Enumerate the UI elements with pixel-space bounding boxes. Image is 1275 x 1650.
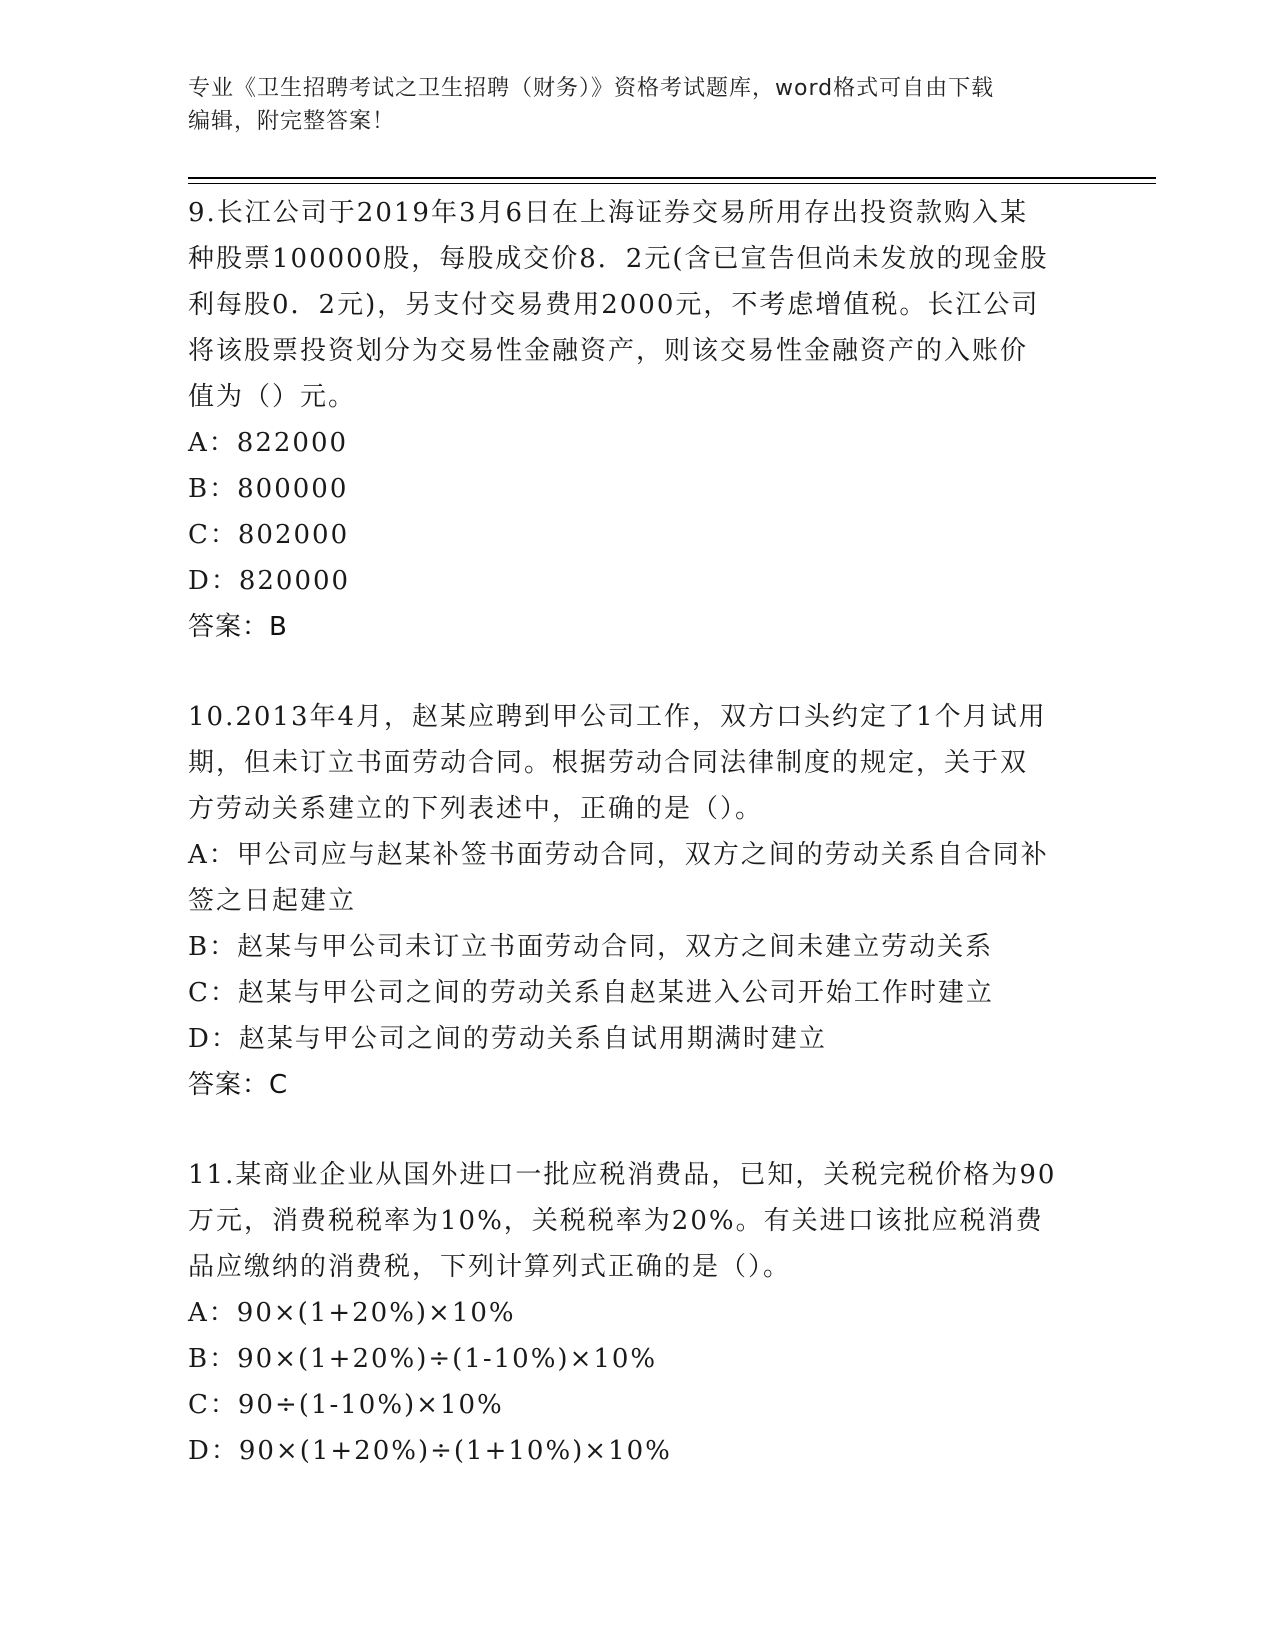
option-b: B：800000 xyxy=(188,474,349,504)
option-a: A：90×(1+20%)×10% xyxy=(188,1298,516,1328)
header-rule-thick xyxy=(188,177,1156,179)
option-a: A：822000 xyxy=(188,428,349,458)
answer-line: 答案：C xyxy=(188,1070,289,1100)
question-list xyxy=(188,190,1088,1518)
header-rule-thin xyxy=(188,183,1156,184)
document-header xyxy=(188,72,1088,138)
question-stem: 11.某商业企业从国外进口一批应税消费品，已知，关税完税价格为90 万元，消费税税率为10%，关税税率为20%。有关进口该批应税消费 品应缴纳的消费税，下列计算列式正确的是（）。 xyxy=(188,1160,1057,1282)
option-d: D：820000 xyxy=(188,566,351,596)
question-11 xyxy=(188,1152,1088,1474)
option-a: A：甲公司应与赵某补签书面劳动合同，双方之间的劳动关系自合同补 签之日起建立 xyxy=(188,840,1049,916)
question-stem: 10.2013年4月，赵某应聘到甲公司工作，双方口头约定了1个月试用 期，但未订立书面劳动合同。根据劳动合同法律制度的规定，关于双 方劳动关系建立的下列表述中，正确的是（）。 xyxy=(188,702,1047,824)
option-c: C：90÷(1-10%)×10% xyxy=(188,1390,504,1420)
answer-line: 答案：B xyxy=(188,612,288,642)
question-9 xyxy=(188,190,1088,650)
option-b: B：90×(1+20%)÷(1-10%)×10% xyxy=(188,1344,658,1374)
option-d: D：赵某与甲公司之间的劳动关系自试用期满时建立 xyxy=(188,1024,827,1054)
question-stem: 9.长江公司于2019年3月6日在上海证券交易所用存出投资款购入某 种股票100000股，每股成交价8．2元(含已宣告但尚未发放的现金股 利每股0．2元)，另支付交易费用2000元，不考虑增值税。长江公司 将该股票投资划分为交易性金融资产，则该交易性金融资产的入账价 值为（）元。 xyxy=(188,198,1049,412)
header-text: 专业《卫生招聘考试之卫生招聘（财务）》资格考试题库，word格式可自由下载 编辑，附完整答案！ xyxy=(188,76,995,134)
option-c: C：802000 xyxy=(188,520,350,550)
question-10 xyxy=(188,694,1088,1108)
option-c: C：赵某与甲公司之间的劳动关系自赵某进入公司开始工作时建立 xyxy=(188,978,994,1008)
option-b: B：赵某与甲公司未订立书面劳动合同，双方之间未建立劳动关系 xyxy=(188,932,994,962)
option-d: D：90×(1+20%)÷(1+10%)×10% xyxy=(188,1436,672,1466)
